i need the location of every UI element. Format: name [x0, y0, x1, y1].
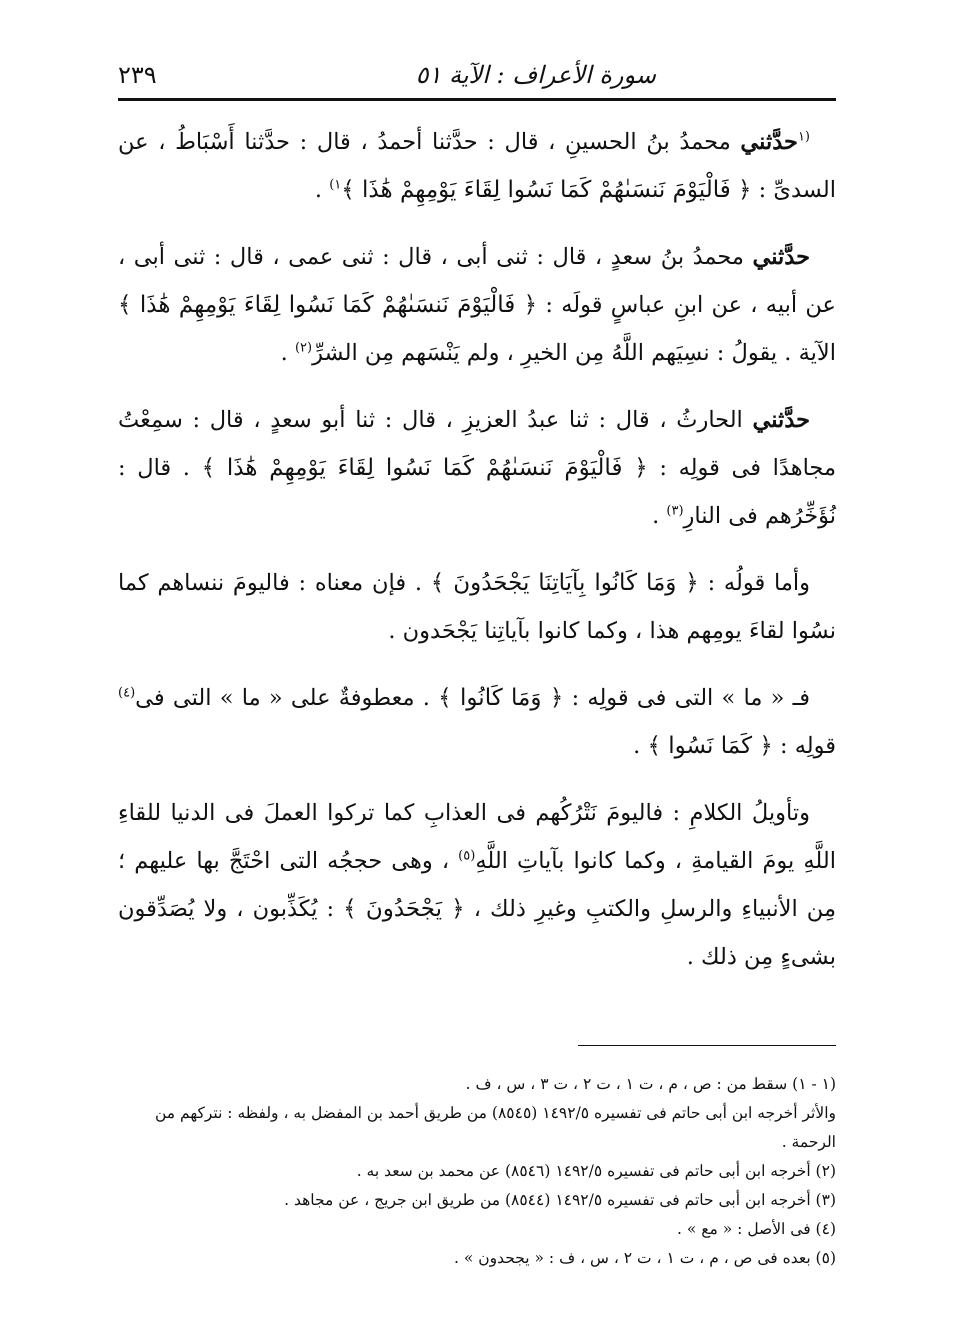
footnote-4: (٤) فى الأصل : « مع » . — [677, 1220, 836, 1238]
paragraph-text: قولِه : — [772, 733, 836, 759]
footnote-3: (٣) أخرجه ابن أبى حاتم فى تفسيره ١٤٩٢/٥ (٨٥٤٤) من طريق ابن جريج ، عن مجاهد . — [284, 1191, 836, 1209]
paragraph-text: . قال : نُؤَخِّرُهم فى النارِ — [118, 455, 836, 529]
paragraph-text: ، وهى حججُه التى احْتَجَّ بها عليهم ؛ مِن الأنبياءِ والرسلِ والكتبِ وغيرِ ذلك ، — [118, 848, 836, 922]
paragraph-text: محمدُ بنُ سعدٍ ، قال : ثنى أبى ، قال : ثنى عمى ، قال : ثنى أبى ، عن أبيه ، عن ابنِ عباسٍ قولَه : — [118, 244, 836, 318]
header-rule — [118, 98, 836, 101]
paragraph-tail: . — [633, 733, 648, 759]
paragraph-lead: حدَّثني — [752, 244, 810, 270]
main-text — [118, 118, 836, 1000]
paragraph-tail: . — [314, 177, 330, 203]
paragraph-text: . معطوفةٌ على « ما » التى فى — [135, 685, 439, 711]
paragraph-1 — [118, 118, 836, 214]
paragraph-tail: . — [652, 503, 667, 529]
quran-quote: ﴿ يَجْحَدُونَ ﴾ — [343, 896, 465, 922]
paragraph-text: وأما قولُه : — [698, 570, 811, 596]
paragraph-5 — [118, 674, 836, 770]
paragraph-text: وتأويلُ الكلامِ : فاليومَ نَتْرُكُهم فى العذابِ كما تركوا العملَ فى الدنيا للقاءِ اللَّهِ يومَ القيامةِ ، وكما كانوا بآياتِ اللَّهِ — [118, 800, 836, 874]
quran-quote: ﴿ وَمَا كَانُوا ﴾ — [438, 685, 564, 711]
footnote-marker: (٥) — [458, 848, 476, 864]
paragraph-tail: . — [280, 340, 295, 366]
footnote-1: (١ - ١) سقط من : ص ، م ، ت ١ ، ت ٢ ، ت ٣ ، س ، ف . — [465, 1075, 836, 1093]
paragraph-text: . فإن معناه : فاليومَ ننساهم كما نسُوا لقاءَ يومِهم هذا ، وكما كانوا بآياتِنا يَجْحَدون . — [118, 570, 836, 644]
footnote-5: (٥) بعده فى ص ، م ، ت ١ ، ت ٢ ، س ، ف : « يجحدون » . — [454, 1249, 836, 1267]
paragraph-lead: حدَّثني — [740, 129, 798, 155]
paragraph-3 — [118, 396, 836, 540]
quran-quote: ﴿ وَمَا كَانُوا بِآيَاتِنَا يَجْحَدُونَ ﴾ — [430, 570, 699, 596]
footnote-marker: (٣) — [666, 503, 684, 519]
quran-quote: ﴿ كَمَا نَسُوا ﴾ — [647, 733, 773, 759]
quran-quote: ﴿ فَالْيَوْمَ نَنسَىٰهُمْ كَمَا نَسُوا لِقَاءَ يَوْمِهِمْ هَٰذَا ﴾ — [341, 177, 752, 203]
paragraph-lead: حدَّثني — [752, 407, 810, 433]
footnote-rule — [578, 1045, 836, 1046]
footnote-1-note: والأثر أخرجه ابن أبى حاتم فى تفسيره ١٤٩٢/٥ (٨٥٤٥) من طريق أحمد بن المفضل به ، ولفظه : نتركهم من الرحمة . — [154, 1104, 836, 1151]
running-header — [118, 52, 836, 98]
page-number: ٢٣٩ — [118, 61, 157, 89]
footnote-marker: (٢) — [294, 340, 313, 356]
paragraph-2 — [118, 233, 836, 377]
footnote-marker: ١) — [329, 177, 342, 193]
footnotes — [118, 1070, 836, 1273]
footnote-2: (٢) أخرجه ابن أبى حاتم فى تفسيره ١٤٩٢/٥ (٨٥٤٦) عن محمد بن سعد به . — [356, 1162, 836, 1180]
paragraph-text: محمدُ بنُ الحسينِ ، قال : حدَّثنا أحمدُ ، قال : حدَّثنا أَسْبَاطُ ، عن السدىِّ : — [118, 129, 836, 203]
header-title: سورة الأعراف : الآية ٥١ — [415, 61, 656, 89]
paragraph-4 — [118, 559, 836, 655]
paragraph-text: الحارثُ ، قال : ثنا عبدُ العزيزِ ، قال : ثنا أبو سعدٍ ، قال : سمِعْتُ مجاهدًا فى قولِه : — [118, 407, 837, 481]
paragraph-text: الآية . يقولُ : نسِيَهم اللَّهُ مِن الخيرِ ، ولم يَنْسَهم مِن الشرِّ — [312, 340, 836, 366]
paragraph-text: فـ « ما » التى فى قولِه : — [563, 685, 810, 711]
quran-quote: ﴿ فَالْيَوْمَ نَنسَىٰهُمْ كَمَا نَسُوا لِقَاءَ يَوْمِهِمْ هَٰذَا ﴾ — [118, 292, 538, 318]
footnote-marker: (١ — [797, 129, 810, 145]
quran-quote: ﴿ فَالْيَوْمَ نَنسَىٰهُمْ كَمَا نَسُوا لِقَاءَ يَوْمِهِمْ هَٰذَا ﴾ — [201, 455, 648, 481]
paragraph-tail: : يُكَذِّبون ، ولا يُصَدِّقون بشىءٍ مِن ذلك . — [118, 896, 836, 970]
paragraph-6 — [118, 789, 836, 981]
footnote-marker: (٤) — [118, 685, 136, 701]
